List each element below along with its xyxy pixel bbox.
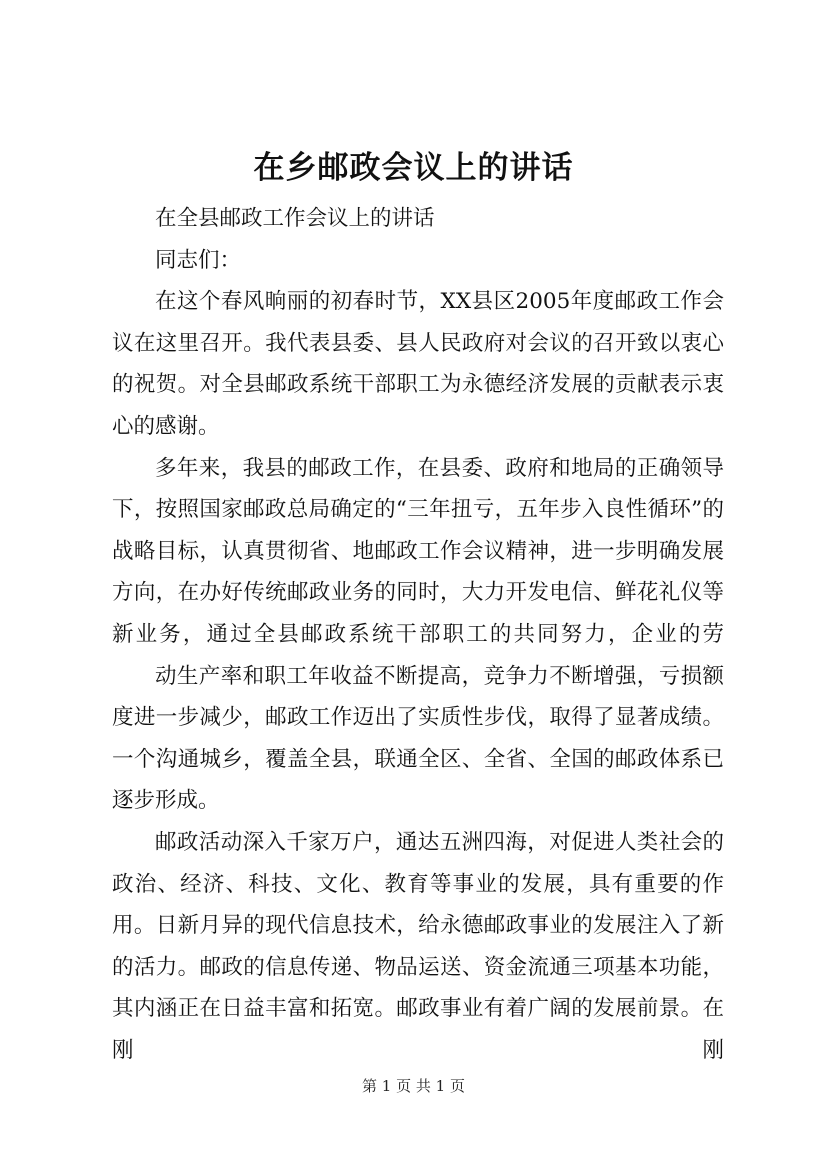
subtitle-line: 在全县邮政工作会议上的讲话 <box>155 206 435 231</box>
paragraph-3: 动生产率和职工年收益不断提高，竞争力不断增强，亏损额度进一步减少，邮政工作迈出了实质性步伐，取得了显著成绩。一个沟通城乡，覆盖全县，联通全区、全省、全国的邮政体系已逐步形成。 <box>112 663 724 814</box>
document-body <box>112 198 724 1071</box>
paragraph-4: 邮政活动深入千家万户，通达五洲四海，对促进人类社会的政治、经济、科技、文化、教育等事业的发展，具有重要的作用。日新月异的现代信息技术，给永德邮政事业的发展注入了新的活力。邮政的信息传递、物品运送、资金流通三项基本功能，其内涵正在日益丰富和拓宽。邮政事业有着广阔的发展前景。在刚刚 <box>112 829 724 1063</box>
paragraph-1: 在这个春风晌丽的初春时节，XX县区2005年度邮政工作会议在这里召开。我代表县委、县人民政府对会议的召开致以衷心的祝贺。对全县邮政系统干部职工为永德经济发展的贡献表示衷心的感谢。 <box>112 289 724 439</box>
document-title: 在乡邮政会议上的讲话 <box>253 150 574 186</box>
page-number-footer: 第 1 页 共 1 页 <box>362 1077 465 1095</box>
salutation-line: 同志们： <box>155 247 242 273</box>
paragraph-2: 多年来，我县的邮政工作，在县委、政府和地局的正确领导下，按照国家邮政总局确定的“三年扭亏，五年步入良性循环”的战略目标，认真贯彻省、地邮政工作会议精神，进一步明确发展方向，在办好传统邮政业务的同时，大力开发电信、鲜花礼仪等新业务，通过全县邮政系统干部职工的共同努力，企业的劳 <box>112 455 724 647</box>
